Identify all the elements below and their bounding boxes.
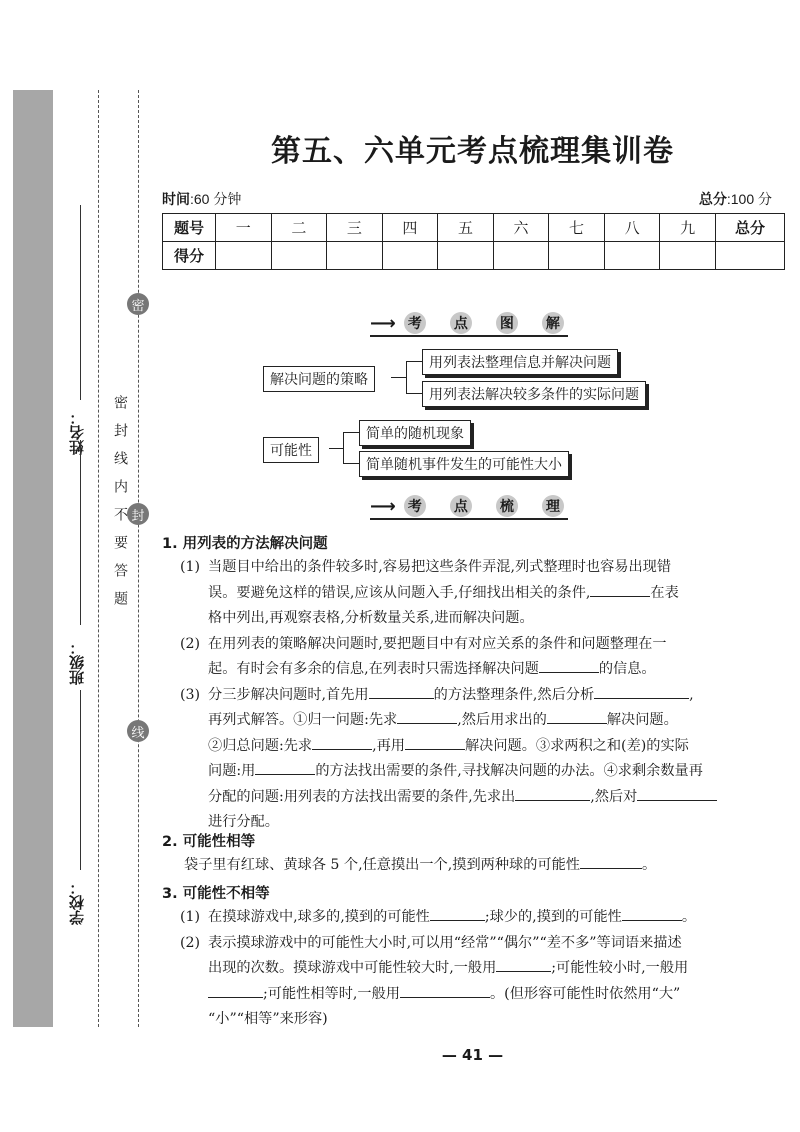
review-paragraph bbox=[162, 853, 792, 879]
binding-strip bbox=[13, 90, 53, 1027]
seal-mi: 密 bbox=[127, 293, 149, 315]
text-segment: “小”“相等”来形容) bbox=[208, 1011, 328, 1027]
connector bbox=[406, 361, 407, 393]
score-table-score-row bbox=[163, 242, 785, 270]
answer-blank[interactable] bbox=[580, 854, 642, 869]
text-line bbox=[208, 734, 792, 760]
answer-blank[interactable] bbox=[539, 658, 599, 673]
score-table bbox=[162, 213, 785, 270]
text-segment: ,然后用求出的 bbox=[457, 712, 547, 728]
header-cell: 四 bbox=[382, 214, 438, 242]
header-cell: 总分 bbox=[716, 214, 785, 242]
text-segment: 分三步解决问题时,首先用 bbox=[208, 686, 369, 703]
school-field-line[interactable] bbox=[80, 690, 81, 870]
text-line bbox=[208, 1007, 792, 1033]
paragraph-number: (1) bbox=[180, 909, 201, 925]
connector bbox=[406, 361, 422, 362]
banner-diagram bbox=[370, 311, 568, 335]
text-line bbox=[208, 982, 792, 1008]
text-line bbox=[208, 683, 792, 709]
answer-blank[interactable] bbox=[547, 709, 607, 724]
text-line bbox=[208, 785, 792, 811]
paragraph-number: (2) bbox=[180, 934, 201, 951]
header-cell: 一 bbox=[216, 214, 272, 242]
possibility-branch: 简单的随机现象 bbox=[359, 420, 471, 446]
review-paragraph bbox=[162, 632, 792, 683]
score-cell[interactable] bbox=[716, 242, 785, 270]
text-segment: ②归总问题:先求 bbox=[208, 737, 313, 754]
text-segment: ,再用 bbox=[372, 737, 405, 754]
name-field-line[interactable] bbox=[80, 205, 81, 400]
connector bbox=[343, 432, 359, 433]
header-cell: 八 bbox=[604, 214, 660, 242]
answer-blank[interactable] bbox=[430, 906, 485, 921]
text-segment: 出现的次数。摸球游戏中可能性较大时,一般用 bbox=[208, 960, 497, 976]
connector bbox=[391, 377, 406, 378]
banner-char: 解 bbox=[542, 312, 564, 334]
score-cell[interactable] bbox=[438, 242, 494, 270]
score-cell[interactable] bbox=[604, 242, 660, 270]
time-info: 时间:60 分钟 bbox=[162, 191, 242, 207]
text-segment: 问题:用 bbox=[208, 763, 256, 779]
answer-blank[interactable] bbox=[496, 957, 551, 972]
answer-blank[interactable] bbox=[594, 684, 689, 699]
review-paragraph bbox=[162, 555, 792, 632]
text-segment: 在用列表的策略解决问题时,要把题目中有对应关系的条件和问题整理在一 bbox=[208, 635, 667, 652]
answer-blank[interactable] bbox=[312, 735, 372, 750]
answer-blank[interactable] bbox=[590, 582, 650, 597]
review-section bbox=[162, 532, 792, 836]
text-segment: , bbox=[689, 686, 694, 703]
text-line bbox=[208, 759, 792, 785]
strategy-root: 解决问题的策略 bbox=[263, 366, 375, 392]
answer-blank[interactable] bbox=[622, 906, 682, 921]
name-field-label: 姓名： bbox=[68, 410, 86, 455]
school-field-label: 学校： bbox=[68, 880, 86, 925]
text-line bbox=[208, 657, 792, 683]
banner-char: 理 bbox=[542, 495, 564, 517]
connector bbox=[343, 432, 344, 463]
text-segment: 的方法整理条件,然后分析 bbox=[433, 686, 595, 703]
class-field-line[interactable] bbox=[80, 440, 81, 625]
text-segment: 的信息。 bbox=[598, 661, 656, 677]
banner-char: 点 bbox=[450, 495, 472, 517]
text-line bbox=[208, 931, 792, 957]
review-section bbox=[162, 882, 792, 1033]
text-segment: 进行分配。 bbox=[208, 814, 279, 830]
binding-dashed-line bbox=[98, 90, 99, 1027]
review-paragraph bbox=[162, 683, 792, 836]
text-segment: ;可能性相等时,一般用 bbox=[263, 985, 400, 1002]
connector bbox=[406, 393, 422, 394]
text-segment: 分配的问题:用列表的方法找出需要的条件,先求出 bbox=[208, 788, 516, 805]
possibility-branch: 简单随机事件发生的可能性大小 bbox=[359, 451, 569, 477]
arrow-icon: ⟶ bbox=[370, 495, 396, 517]
connector bbox=[329, 448, 343, 449]
answer-blank[interactable] bbox=[405, 735, 465, 750]
answer-blank[interactable] bbox=[208, 983, 263, 998]
section-heading: 1. 用列表的方法解决问题 bbox=[162, 536, 328, 552]
text-segment: 。 bbox=[681, 909, 697, 925]
connector bbox=[343, 463, 359, 464]
review-paragraph bbox=[162, 905, 792, 931]
banner-char: 图 bbox=[496, 312, 518, 334]
banner-char: 梳 bbox=[496, 495, 518, 517]
header-cell: 题号 bbox=[163, 214, 216, 242]
header-cell: 三 bbox=[327, 214, 383, 242]
text-segment: 当题目中给出的条件较多时,容易把这些条件弄混,列式整理时也容易出现错 bbox=[208, 559, 672, 575]
answer-blank[interactable] bbox=[397, 709, 457, 724]
text-segment: 在表 bbox=[650, 584, 679, 601]
binding-warning: 密封线内不要答题 bbox=[112, 395, 128, 619]
score-table-header-row bbox=[163, 214, 785, 242]
strategy-branch: 用列表法整理信息并解决问题 bbox=[422, 349, 618, 375]
banner-char: 考 bbox=[404, 495, 426, 517]
text-line bbox=[184, 853, 792, 879]
paragraph-number: (1) bbox=[180, 559, 201, 575]
header-cell: 五 bbox=[438, 214, 494, 242]
text-line bbox=[208, 581, 792, 607]
banner-char: 考 bbox=[404, 312, 426, 334]
section-heading: 2. 可能性相等 bbox=[162, 834, 256, 850]
review-paragraph bbox=[162, 931, 792, 1033]
text-segment: 袋子里有红球、黄球各 5 个,任意摸出一个,摸到两种球的可能性 bbox=[184, 857, 580, 873]
text-segment: 再列式解答。①归一问题:先求 bbox=[208, 712, 398, 728]
arrow-icon: ⟶ bbox=[370, 312, 396, 334]
text-segment: 起。有时会有多余的信息,在列表时只需选择解决问题 bbox=[208, 661, 539, 677]
text-segment: 误。要避免这样的错误,应该从问题入手,仔细找出相关的条件, bbox=[208, 584, 591, 601]
paragraph-number: (2) bbox=[180, 635, 201, 652]
answer-blank[interactable] bbox=[369, 684, 434, 699]
banner-char: 点 bbox=[450, 312, 472, 334]
answer-blank[interactable] bbox=[400, 983, 490, 998]
page-title: 第五、六单元考点梳理集训卷 bbox=[271, 134, 674, 169]
header-cell: 九 bbox=[660, 214, 716, 242]
section-heading: 3. 可能性不相等 bbox=[162, 886, 270, 902]
score-cell[interactable] bbox=[382, 242, 438, 270]
review-section bbox=[162, 830, 792, 879]
banner-review bbox=[370, 494, 568, 518]
header-cell: 二 bbox=[271, 214, 327, 242]
score-cell[interactable] bbox=[493, 242, 549, 270]
text-line bbox=[208, 606, 792, 632]
text-line bbox=[208, 708, 792, 734]
text-line bbox=[208, 555, 792, 581]
binding-dashed-line bbox=[138, 90, 139, 1027]
text-segment: 格中列出,再观察表格,分析数量关系,进而解决问题。 bbox=[208, 610, 534, 626]
header-cell: 七 bbox=[549, 214, 605, 242]
text-segment: 解决问题。③求两积之和(差)的实际 bbox=[464, 737, 689, 754]
score-cell[interactable] bbox=[660, 242, 716, 270]
text-segment: ;球少的,摸到的可能性 bbox=[484, 909, 622, 925]
class-field-label: 班级： bbox=[68, 640, 86, 685]
paragraph-number: (3) bbox=[180, 686, 201, 703]
seal-xian: 线 bbox=[127, 720, 149, 742]
answer-blank[interactable] bbox=[637, 786, 717, 801]
text-line bbox=[208, 956, 792, 982]
score-cell[interactable] bbox=[216, 242, 272, 270]
score-cell[interactable] bbox=[271, 242, 327, 270]
text-segment: 。 bbox=[641, 857, 657, 873]
header-cell: 六 bbox=[493, 214, 549, 242]
page-number: — 41 — bbox=[441, 1046, 504, 1064]
text-segment: 。(但形容可能性时依然用“大” bbox=[489, 985, 681, 1002]
score-cell[interactable] bbox=[549, 242, 605, 270]
text-segment: ;可能性较小时,一般用 bbox=[551, 960, 689, 976]
seal-feng: 封 bbox=[127, 503, 149, 525]
text-line bbox=[208, 632, 792, 658]
possibility-root: 可能性 bbox=[263, 437, 319, 463]
text-segment: 的方法找出需要的条件,寻找解决问题的办法。④求剩余数量再 bbox=[315, 763, 703, 779]
text-segment: 表示摸球游戏中的可能性大小时,可以用“经常”“偶尔”“差不多”等词语来描述 bbox=[208, 934, 682, 951]
text-segment: ,然后对 bbox=[590, 788, 638, 805]
text-line bbox=[208, 905, 792, 931]
total-score-info: 总分:100 分 bbox=[698, 191, 772, 207]
text-segment: 在摸球游戏中,球多的,摸到的可能性 bbox=[208, 909, 430, 925]
score-row-label: 得分 bbox=[163, 242, 216, 270]
strategy-branch: 用列表法解决较多条件的实际问题 bbox=[422, 381, 646, 407]
answer-blank[interactable] bbox=[255, 760, 315, 775]
score-cell[interactable] bbox=[327, 242, 383, 270]
text-segment: 解决问题。 bbox=[606, 712, 678, 728]
answer-blank[interactable] bbox=[515, 786, 590, 801]
